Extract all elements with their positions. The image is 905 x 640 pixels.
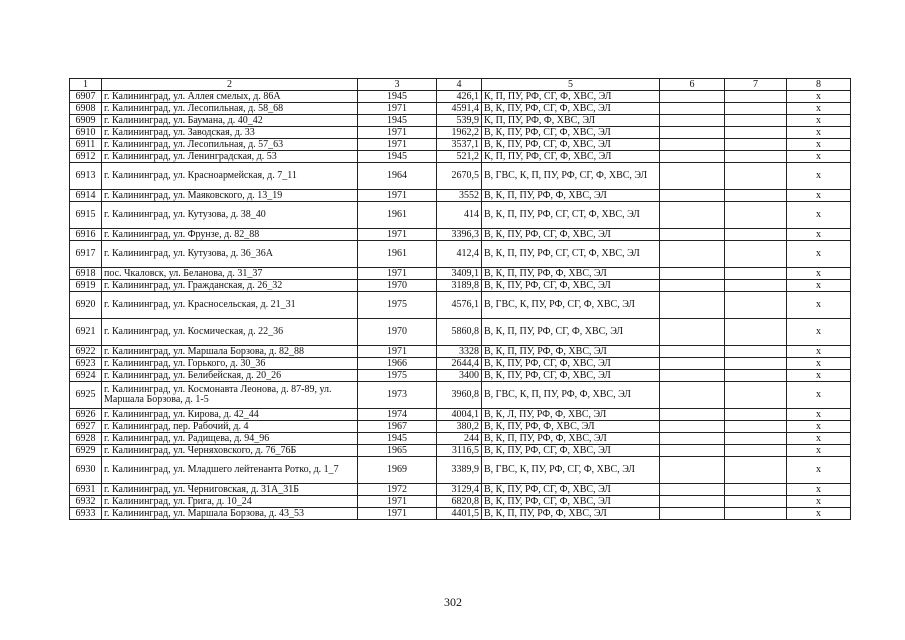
cell-col7 xyxy=(725,445,787,457)
cell-services: К, П, ПУ, РФ, СГ, Ф, ХВС, ЭЛ xyxy=(482,151,660,163)
cell-mark: x xyxy=(787,91,851,103)
table-row xyxy=(70,370,851,382)
cell-col7 xyxy=(725,127,787,139)
cell-area: 3389,9 xyxy=(437,457,482,484)
cell-mark: x xyxy=(787,508,851,520)
cell-area: 4576,1 xyxy=(437,292,482,319)
table-row xyxy=(70,409,851,421)
table-row xyxy=(70,103,851,115)
cell-number: 6933 xyxy=(70,508,102,520)
cell-mark: x xyxy=(787,292,851,319)
cell-col6 xyxy=(660,127,725,139)
cell-col6 xyxy=(660,409,725,421)
cell-mark: x xyxy=(787,268,851,280)
cell-year: 1971 xyxy=(358,139,437,151)
table-row xyxy=(70,346,851,358)
cell-address: г. Калининград, ул. Лесопильная, д. 57_63 xyxy=(102,139,358,151)
cell-services: В, К, ПУ, РФ, СГ, Ф, ХВС, ЭЛ xyxy=(482,229,660,241)
cell-area: 3409,1 xyxy=(437,268,482,280)
cell-year: 1970 xyxy=(358,280,437,292)
cell-number: 6910 xyxy=(70,127,102,139)
cell-year: 1971 xyxy=(358,496,437,508)
cell-address: г. Калининград, ул. Грига, д. 10_24 xyxy=(102,496,358,508)
cell-number: 6929 xyxy=(70,445,102,457)
cell-area: 3552 xyxy=(437,190,482,202)
column-header: 6 xyxy=(660,79,725,91)
cell-col7 xyxy=(725,91,787,103)
cell-area: 3960,8 xyxy=(437,382,482,409)
cell-col7 xyxy=(725,241,787,268)
cell-services: В, К, ПУ, РФ, СГ, Ф, ХВС, ЭЛ xyxy=(482,445,660,457)
document-sheet xyxy=(69,78,850,520)
cell-area: 3396,3 xyxy=(437,229,482,241)
cell-year: 1975 xyxy=(358,370,437,382)
column-header: 5 xyxy=(482,79,660,91)
cell-col7 xyxy=(725,382,787,409)
cell-year: 1971 xyxy=(358,190,437,202)
cell-col6 xyxy=(660,445,725,457)
cell-address: г. Калининград, ул. Гражданская, д. 26_32 xyxy=(102,280,358,292)
cell-area: 4591,4 xyxy=(437,103,482,115)
cell-col6 xyxy=(660,103,725,115)
cell-year: 1971 xyxy=(358,268,437,280)
cell-col6 xyxy=(660,382,725,409)
cell-col7 xyxy=(725,346,787,358)
table-row xyxy=(70,508,851,520)
cell-services: В, К, ПУ, РФ, СГ, Ф, ХВС, ЭЛ xyxy=(482,496,660,508)
cell-address: г. Калининград, ул. Ленинградская, д. 53 xyxy=(102,151,358,163)
cell-services: В, К, ПУ, РФ, СГ, Ф, ХВС, ЭЛ xyxy=(482,484,660,496)
table-row xyxy=(70,457,851,484)
cell-number: 6922 xyxy=(70,346,102,358)
cell-number: 6915 xyxy=(70,202,102,229)
cell-mark: x xyxy=(787,319,851,346)
table-row xyxy=(70,292,851,319)
cell-mark: x xyxy=(787,484,851,496)
cell-col6 xyxy=(660,484,725,496)
cell-col6 xyxy=(660,457,725,484)
cell-number: 6908 xyxy=(70,103,102,115)
cell-number: 6921 xyxy=(70,319,102,346)
cell-col7 xyxy=(725,139,787,151)
cell-col6 xyxy=(660,292,725,319)
cell-address: г. Калининград, ул. Баумана, д. 40_42 xyxy=(102,115,358,127)
cell-services: В, К, ПУ, РФ, СГ, Ф, ХВС, ЭЛ xyxy=(482,103,660,115)
cell-number: 6917 xyxy=(70,241,102,268)
cell-services: В, К, П, ПУ, РФ, СГ, Ф, ХВС, ЭЛ xyxy=(482,319,660,346)
cell-mark: x xyxy=(787,346,851,358)
cell-col7 xyxy=(725,409,787,421)
table-row xyxy=(70,496,851,508)
cell-col7 xyxy=(725,358,787,370)
cell-number: 6924 xyxy=(70,370,102,382)
column-header: 8 xyxy=(787,79,851,91)
cell-year: 1961 xyxy=(358,202,437,229)
cell-address: г. Калининград, ул. Черняховского, д. 76_76Б xyxy=(102,445,358,457)
cell-mark: x xyxy=(787,139,851,151)
cell-col6 xyxy=(660,163,725,190)
cell-col7 xyxy=(725,457,787,484)
cell-area: 414 xyxy=(437,202,482,229)
cell-services: К, П, ПУ, РФ, СГ, Ф, ХВС, ЭЛ xyxy=(482,91,660,103)
table-row xyxy=(70,268,851,280)
cell-mark: x xyxy=(787,190,851,202)
cell-year: 1945 xyxy=(358,433,437,445)
cell-area: 4004,1 xyxy=(437,409,482,421)
cell-col6 xyxy=(660,280,725,292)
cell-services: В, К, ПУ, РФ, СГ, Ф, ХВС, ЭЛ xyxy=(482,139,660,151)
cell-mark: x xyxy=(787,241,851,268)
table-row xyxy=(70,421,851,433)
cell-mark: x xyxy=(787,358,851,370)
cell-mark: x xyxy=(787,280,851,292)
cell-services: В, К, П, ПУ, РФ, СГ, СТ, Ф, ХВС, ЭЛ xyxy=(482,202,660,229)
cell-number: 6932 xyxy=(70,496,102,508)
table-row xyxy=(70,445,851,457)
cell-address: г. Калининград, ул. Белибейская, д. 20_26 xyxy=(102,370,358,382)
cell-col7 xyxy=(725,103,787,115)
cell-area: 412,4 xyxy=(437,241,482,268)
table-row xyxy=(70,382,851,409)
cell-number: 6925 xyxy=(70,382,102,409)
cell-services: В, К, ПУ, РФ, СГ, Ф, ХВС, ЭЛ xyxy=(482,370,660,382)
cell-year: 1945 xyxy=(358,91,437,103)
cell-year: 1964 xyxy=(358,163,437,190)
cell-address: г. Калининград, ул. Космонавта Леонова, д. 87-89, ул. Маршала Борзова, д. 1-5 xyxy=(102,382,358,409)
cell-col6 xyxy=(660,319,725,346)
cell-col7 xyxy=(725,508,787,520)
cell-area: 539,9 xyxy=(437,115,482,127)
cell-number: 6928 xyxy=(70,433,102,445)
cell-services: В, К, П, ПУ, РФ, Ф, ХВС, ЭЛ xyxy=(482,268,660,280)
cell-col6 xyxy=(660,421,725,433)
table-row xyxy=(70,433,851,445)
cell-number: 6923 xyxy=(70,358,102,370)
table-row xyxy=(70,358,851,370)
cell-col6 xyxy=(660,346,725,358)
cell-mark: x xyxy=(787,445,851,457)
cell-address: г. Калининград, ул. Маршала Борзова, д. 43_53 xyxy=(102,508,358,520)
column-header: 1 xyxy=(70,79,102,91)
cell-services: В, К, ПУ, РФ, СГ, Ф, ХВС, ЭЛ xyxy=(482,127,660,139)
cell-mark: x xyxy=(787,163,851,190)
cell-col6 xyxy=(660,151,725,163)
cell-area: 380,2 xyxy=(437,421,482,433)
cell-mark: x xyxy=(787,229,851,241)
cell-year: 1971 xyxy=(358,508,437,520)
cell-year: 1974 xyxy=(358,409,437,421)
cell-year: 1965 xyxy=(358,445,437,457)
table-row xyxy=(70,229,851,241)
cell-area: 6820,8 xyxy=(437,496,482,508)
cell-area: 3129,4 xyxy=(437,484,482,496)
table-row xyxy=(70,241,851,268)
cell-col7 xyxy=(725,280,787,292)
cell-services: В, К, П, ПУ, РФ, СГ, СТ, Ф, ХВС, ЭЛ xyxy=(482,241,660,268)
cell-area: 4401,5 xyxy=(437,508,482,520)
cell-year: 1971 xyxy=(358,127,437,139)
cell-col7 xyxy=(725,163,787,190)
cell-year: 1971 xyxy=(358,103,437,115)
cell-col6 xyxy=(660,190,725,202)
cell-mark: x xyxy=(787,457,851,484)
table-row xyxy=(70,190,851,202)
cell-number: 6927 xyxy=(70,421,102,433)
cell-mark: x xyxy=(787,115,851,127)
cell-services: В, К, П, ПУ, РФ, Ф, ХВС, ЭЛ xyxy=(482,190,660,202)
cell-area: 3189,8 xyxy=(437,280,482,292)
cell-services: В, К, П, ПУ, РФ, Ф, ХВС, ЭЛ xyxy=(482,346,660,358)
table-row xyxy=(70,163,851,190)
cell-col6 xyxy=(660,268,725,280)
cell-area: 3328 xyxy=(437,346,482,358)
cell-col6 xyxy=(660,139,725,151)
cell-year: 1971 xyxy=(358,346,437,358)
cell-address: г. Калининград, ул. Красноармейская, д. 7_11 xyxy=(102,163,358,190)
cell-address: г. Калининград, ул. Младшего лейтенанта Ротко, д. 1_7 xyxy=(102,457,358,484)
cell-number: 6907 xyxy=(70,91,102,103)
cell-area: 5860,8 xyxy=(437,319,482,346)
cell-col6 xyxy=(660,202,725,229)
cell-mark: x xyxy=(787,496,851,508)
cell-services: В, ГВС, К, ПУ, РФ, СГ, Ф, ХВС, ЭЛ xyxy=(482,457,660,484)
cell-area: 3537,1 xyxy=(437,139,482,151)
column-header: 4 xyxy=(437,79,482,91)
cell-services: В, К, П, ПУ, РФ, Ф, ХВС, ЭЛ xyxy=(482,508,660,520)
cell-address: г. Калининград, ул. Лесопильная, д. 58_68 xyxy=(102,103,358,115)
cell-area: 1962,2 xyxy=(437,127,482,139)
cell-number: 6920 xyxy=(70,292,102,319)
cell-col6 xyxy=(660,241,725,268)
cell-mark: x xyxy=(787,127,851,139)
cell-number: 6926 xyxy=(70,409,102,421)
cell-col6 xyxy=(660,508,725,520)
cell-address: г. Калининград, ул. Красносельская, д. 21_31 xyxy=(102,292,358,319)
cell-col7 xyxy=(725,115,787,127)
cell-area: 2644,4 xyxy=(437,358,482,370)
cell-number: 6930 xyxy=(70,457,102,484)
cell-address: пос. Чкаловск, ул. Беланова, д. 31_37 xyxy=(102,268,358,280)
table-row xyxy=(70,127,851,139)
cell-area: 2670,5 xyxy=(437,163,482,190)
table-row xyxy=(70,280,851,292)
cell-area: 3400 xyxy=(437,370,482,382)
cell-col6 xyxy=(660,496,725,508)
cell-number: 6931 xyxy=(70,484,102,496)
cell-services: В, ГВС, К, П, ПУ, РФ, СГ, Ф, ХВС, ЭЛ xyxy=(482,163,660,190)
cell-col6 xyxy=(660,358,725,370)
cell-number: 6911 xyxy=(70,139,102,151)
table-row xyxy=(70,91,851,103)
cell-mark: x xyxy=(787,409,851,421)
cell-mark: x xyxy=(787,433,851,445)
cell-year: 1973 xyxy=(358,382,437,409)
cell-address: г. Калининград, ул. Космическая, д. 22_36 xyxy=(102,319,358,346)
cell-year: 1972 xyxy=(358,484,437,496)
buildings-table xyxy=(69,78,851,520)
cell-col7 xyxy=(725,202,787,229)
table-row xyxy=(70,115,851,127)
cell-number: 6912 xyxy=(70,151,102,163)
cell-year: 1961 xyxy=(358,241,437,268)
cell-year: 1967 xyxy=(358,421,437,433)
cell-col7 xyxy=(725,319,787,346)
cell-col7 xyxy=(725,370,787,382)
cell-address: г. Калининград, ул. Кирова, д. 42_44 xyxy=(102,409,358,421)
cell-number: 6916 xyxy=(70,229,102,241)
cell-year: 1969 xyxy=(358,457,437,484)
cell-services: В, К, Л, ПУ, РФ, Ф, ХВС, ЭЛ xyxy=(482,409,660,421)
cell-col7 xyxy=(725,190,787,202)
cell-address: г. Калининград, ул. Маяковского, д. 13_19 xyxy=(102,190,358,202)
cell-year: 1970 xyxy=(358,319,437,346)
cell-address: г. Калининград, ул. Черниговская, д. 31А_31Б xyxy=(102,484,358,496)
cell-col6 xyxy=(660,370,725,382)
cell-col6 xyxy=(660,91,725,103)
cell-services: К, П, ПУ, РФ, Ф, ХВС, ЭЛ xyxy=(482,115,660,127)
cell-address: г. Калининград, ул. Кутузова, д. 38_40 xyxy=(102,202,358,229)
cell-services: В, К, ПУ, РФ, СГ, Ф, ХВС, ЭЛ xyxy=(482,280,660,292)
table-row xyxy=(70,202,851,229)
cell-year: 1945 xyxy=(358,151,437,163)
cell-area: 244 xyxy=(437,433,482,445)
cell-col6 xyxy=(660,433,725,445)
cell-year: 1945 xyxy=(358,115,437,127)
cell-address: г. Калининград, ул. Аллея смелых, д. 86А xyxy=(102,91,358,103)
column-header: 7 xyxy=(725,79,787,91)
cell-col6 xyxy=(660,115,725,127)
cell-number: 6913 xyxy=(70,163,102,190)
cell-address: г. Калининград, ул. Маршала Борзова, д. 82_88 xyxy=(102,346,358,358)
table-row xyxy=(70,151,851,163)
cell-address: г. Калининград, ул. Горького, д. 30_36 xyxy=(102,358,358,370)
cell-address: г. Калининград, ул. Кутузова, д. 36_36А xyxy=(102,241,358,268)
cell-number: 6909 xyxy=(70,115,102,127)
cell-col7 xyxy=(725,433,787,445)
cell-address: г. Калининград, ул. Фрунзе, д. 82_88 xyxy=(102,229,358,241)
cell-services: В, К, ПУ, РФ, СГ, Ф, ХВС, ЭЛ xyxy=(482,358,660,370)
cell-services: В, ГВС, К, П, ПУ, РФ, Ф, ХВС, ЭЛ xyxy=(482,382,660,409)
cell-mark: x xyxy=(787,421,851,433)
header-row xyxy=(70,79,851,91)
cell-address: г. Калининград, пер. Рабочий, д. 4 xyxy=(102,421,358,433)
cell-mark: x xyxy=(787,370,851,382)
cell-mark: x xyxy=(787,103,851,115)
table-row xyxy=(70,139,851,151)
cell-col7 xyxy=(725,229,787,241)
cell-year: 1975 xyxy=(358,292,437,319)
cell-services: В, К, П, ПУ, РФ, Ф, ХВС, ЭЛ xyxy=(482,433,660,445)
cell-services: В, К, ПУ, РФ, Ф, ХВС, ЭЛ xyxy=(482,421,660,433)
cell-year: 1966 xyxy=(358,358,437,370)
cell-mark: x xyxy=(787,382,851,409)
cell-col7 xyxy=(725,484,787,496)
cell-area: 521,2 xyxy=(437,151,482,163)
cell-mark: x xyxy=(787,202,851,229)
cell-area: 426,1 xyxy=(437,91,482,103)
cell-number: 6919 xyxy=(70,280,102,292)
column-header: 3 xyxy=(358,79,437,91)
cell-col7 xyxy=(725,292,787,319)
table-body xyxy=(70,91,851,520)
cell-col7 xyxy=(725,151,787,163)
cell-col7 xyxy=(725,421,787,433)
cell-col6 xyxy=(660,229,725,241)
table-row xyxy=(70,319,851,346)
cell-number: 6914 xyxy=(70,190,102,202)
cell-col7 xyxy=(725,268,787,280)
table-row xyxy=(70,484,851,496)
cell-services: В, ГВС, К, ПУ, РФ, СГ, Ф, ХВС, ЭЛ xyxy=(482,292,660,319)
cell-number: 6918 xyxy=(70,268,102,280)
cell-area: 3116,5 xyxy=(437,445,482,457)
cell-address: г. Калининград, ул. Заводская, д. 33 xyxy=(102,127,358,139)
column-header: 2 xyxy=(102,79,358,91)
cell-col7 xyxy=(725,496,787,508)
page-number: 302 xyxy=(444,595,462,609)
cell-address: г. Калининград, ул. Радищева, д. 94_96 xyxy=(102,433,358,445)
cell-mark: x xyxy=(787,151,851,163)
cell-year: 1971 xyxy=(358,229,437,241)
